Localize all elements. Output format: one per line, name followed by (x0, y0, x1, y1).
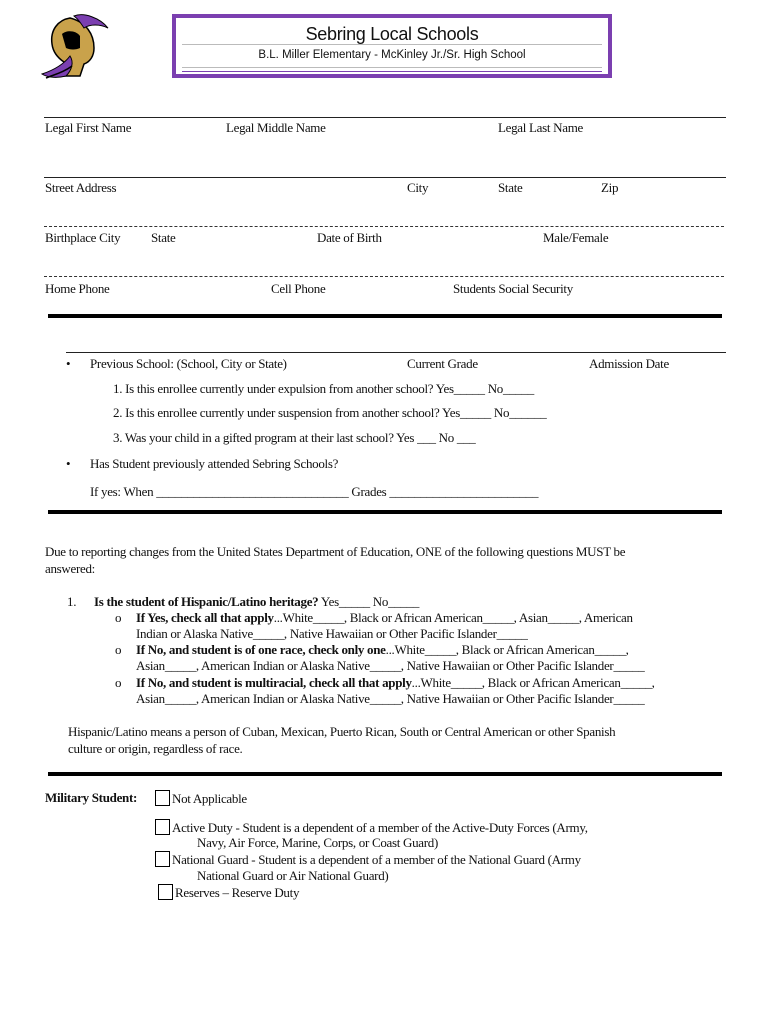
street-address-label: Street Address (45, 180, 117, 195)
option-bullet: o (115, 610, 122, 625)
one-race-options-line-2: Asian_____, American Indian or Alaska Native_____, Native Hawaiian or Other Pacific Islander_____ (136, 658, 645, 673)
reporting-notice-line-1: Due to reporting changes from the United States Department of Education, ONE of the following questions MUST be (45, 544, 626, 559)
not-applicable-checkbox[interactable] (155, 790, 170, 806)
state-label: State (498, 180, 523, 195)
current-grade-label: Current Grade (407, 356, 478, 371)
legal-last-name-label: Legal Last Name (498, 120, 584, 135)
suspension-question: 2. Is this enrollee currently under suspension from another school? Yes_____ No______ (113, 405, 547, 420)
national-guard-line-2: National Guard or Air National Guard) (197, 868, 389, 883)
active-duty-checkbox[interactable] (155, 819, 170, 835)
school-header-box (172, 14, 612, 78)
previous-school-entry-line[interactable] (66, 352, 726, 353)
zip-label: Zip (601, 180, 619, 195)
if-yes-options-line-1: If Yes, check all that apply...White_____, Black or African American_____, Asian_____, American (136, 610, 633, 625)
city-label: City (407, 180, 429, 195)
gifted-program-question: 3. Was your child in a gifted program at their last school? Yes ___ No ___ (113, 430, 476, 445)
name-entry-line[interactable] (44, 117, 726, 118)
bullet: • (66, 456, 71, 471)
school-district-title: Sebring Local Schools (305, 24, 479, 44)
birth-entry-line[interactable] (44, 226, 724, 227)
school-names-subtitle: B.L. Miller Elementary - McKinley Jr./Sr. High School (258, 49, 526, 61)
reserves-checkbox[interactable] (158, 884, 173, 900)
hispanic-definition-line-2: culture or origin, regardless of race. (68, 741, 243, 756)
legal-middle-name-label: Legal Middle Name (226, 120, 326, 135)
section-divider (48, 772, 722, 776)
military-student-label: Military Student: (45, 790, 138, 805)
header-divider (182, 71, 602, 72)
birthplace-city-label: Birthplace City (45, 230, 121, 245)
if-yes-when-grades-line: If yes: When _______________________________ Grades ________________________ (90, 484, 539, 499)
national-guard-option[interactable]: National Guard - Student is a dependent of a member of the National Guard (Army (155, 851, 581, 868)
address-entry-line[interactable] (44, 177, 726, 178)
expulsion-question: 1. Is this enrollee currently under expulsion from another school? Yes_____ No_____ (113, 381, 534, 396)
option-bullet: o (115, 642, 122, 657)
one-race-options-line-1: If No, and student is of one race, check only one...White_____, Black or African American_____, (136, 642, 629, 657)
hispanic-latino-question: Is the student of Hispanic/Latino heritage? Yes_____ No_____ (94, 594, 420, 609)
previous-school-label: Previous School: (School, City or State) (90, 356, 287, 371)
if-yes-options-line-2: Indian or Alaska Native_____, Native Hawaiian or Other Pacific Islander_____ (136, 626, 528, 641)
active-duty-option[interactable]: Active Duty - Student is a dependent of a member of the Active-Duty Forces (Army, (155, 819, 588, 836)
option-bullet: o (115, 675, 122, 690)
section-divider (48, 314, 722, 318)
home-phone-label: Home Phone (45, 281, 110, 296)
header-divider (182, 44, 602, 45)
hispanic-definition-line-1: Hispanic/Latino means a person of Cuban, Mexican, Puerto Rican, South or Central American or other Spanish (68, 724, 616, 739)
legal-first-name-label: Legal First Name (45, 120, 132, 135)
not-applicable-option[interactable]: Not Applicable (155, 790, 247, 807)
male-female-label: Male/Female (543, 230, 609, 245)
reserves-option[interactable]: Reserves – Reserve Duty (158, 884, 299, 901)
social-security-label: Students Social Security (453, 281, 573, 296)
admission-date-label: Admission Date (589, 356, 669, 371)
national-guard-checkbox[interactable] (155, 851, 170, 867)
spartan-helmet-logo (40, 14, 116, 80)
section-divider (48, 510, 722, 514)
phone-entry-line[interactable] (44, 276, 724, 277)
active-duty-line-2: Navy, Air Force, Marine, Corps, or Coast Guard) (197, 835, 439, 850)
reporting-notice-line-2: answered: (45, 561, 95, 576)
multiracial-options-line-2: Asian_____, American Indian or Alaska Native_____, Native Hawaiian or Other Pacific Islander_____ (136, 691, 645, 706)
cell-phone-label: Cell Phone (271, 281, 326, 296)
header-divider (182, 67, 602, 68)
date-of-birth-label: Date of Birth (317, 230, 382, 245)
birth-state-label: State (151, 230, 176, 245)
bullet: • (66, 356, 71, 371)
multiracial-options-line-1: If No, and student is multiracial, check all that apply...White_____, Black or African American_____, (136, 675, 655, 690)
previous-attendance-question: Has Student previously attended Sebring Schools? (90, 456, 339, 471)
question-number: 1. (67, 594, 77, 609)
